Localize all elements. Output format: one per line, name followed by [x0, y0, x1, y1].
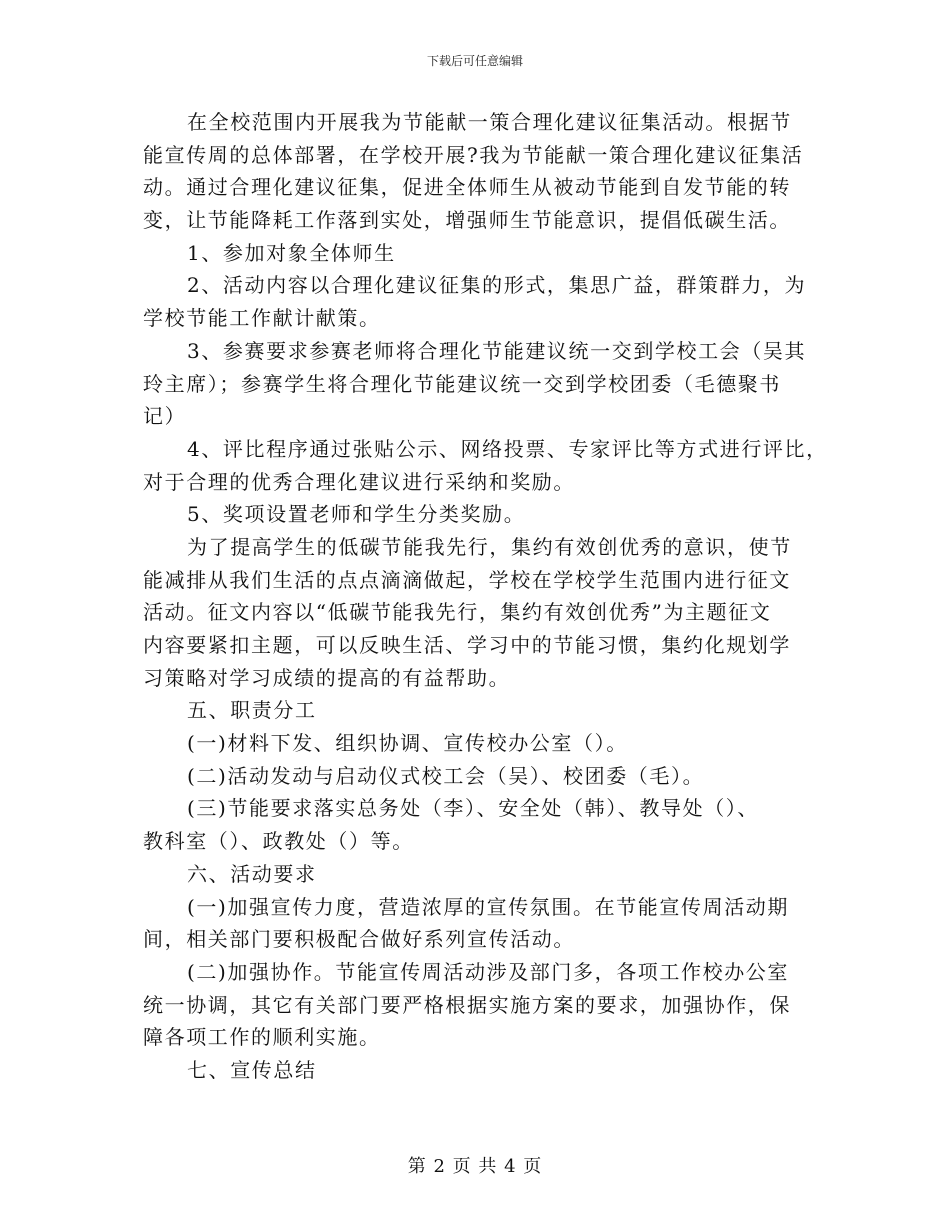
paragraph-line: 3、参赛要求参赛老师将合理化节能建议统一交到学校工会（吴其 [187, 338, 807, 363]
paragraph-line: (三)节能要求落实总务处（李）、安全处（韩）、教导处（）、 [187, 796, 760, 821]
paragraph-line: 能宣传周的总体部署，在学校开展?我为节能献一策合理化建议征集活 [143, 142, 804, 167]
paragraph-line: 内容要紧扣主题，可以反映生活、学习中的节能习惯，集约化规划学 [143, 633, 791, 657]
paragraph-line: 2、活动内容以合理化建议征集的形式，集思广益，群策群力，为 [187, 273, 807, 298]
paragraph-line: 能减排从我们生活的点点滴滴做起，学校在学校学生范围内进行征文 [143, 567, 791, 592]
paragraph-line: 活动。征文内容以“低碳节能我先行，集约有效创优秀”为主题征文 [143, 600, 772, 625]
page-number-footer: 第 2 页 共 4 页 [407, 1156, 543, 1177]
paragraph-line: (一)材料下发、组织协调、宣传校办公室（）。 [187, 731, 628, 756]
paragraph-line: 学校节能工作献计献策。 [143, 306, 381, 331]
paragraph-line: 动。通过合理化建议征集，促进全体师生从被动节能到自发节能的转 [143, 175, 791, 200]
paragraph-line: 统一协调，其它有关部门要严格根据实施方案的要求，加强协作，保 [143, 992, 791, 1017]
section-heading: 七、宣传总结 [187, 1057, 317, 1082]
paragraph-line: (二)加强协作。节能宣传周活动涉及部门多，各项工作校办公室 [187, 959, 790, 984]
paragraph-line: 5、奖项设置老师和学生分类奖励。 [187, 502, 526, 527]
paragraph-line: (二)活动发动与启动仪式校工会（吴）、校团委（毛）。 [187, 763, 705, 788]
paragraph-line: 变，让节能降耗工作落到实处，增强师生节能意识，提倡低碳生活。 [143, 208, 791, 233]
paragraph-line: 玲主席）；参赛学生将合理化节能建议统一交到学校团委（毛德聚书 [143, 371, 781, 396]
paragraph-line: 习策略对学习成绩的提高的有益帮助。 [143, 665, 511, 690]
paragraph-line: 记） [143, 404, 187, 429]
paragraph-line: 1、参加对象全体师生 [187, 240, 396, 265]
paragraph-line: 为了提高学生的低碳节能我先行，集约有效创优秀的意识，使节 [187, 534, 792, 559]
document-body [143, 106, 828, 1087]
paragraph-line: (一)加强宣传力度，营造浓厚的宣传氛围。在节能宣传周活动期 [187, 894, 790, 919]
paragraph-line: 障各项工作的顺利实施。 [143, 1025, 381, 1050]
section-heading: 五、职责分工 [187, 698, 317, 723]
section-heading: 六、活动要求 [187, 861, 317, 886]
page-header: 下载后可任意编辑 [426, 54, 523, 68]
paragraph-line: 间，相关部门要积极配合做好系列宣传活动。 [143, 927, 575, 952]
paragraph-line: 对于合理的优秀合理化建议进行采纳和奖励。 [143, 469, 575, 494]
paragraph-line: 4、评比程序通过张贴公示、网络投票、专家评比等方式进行评比， [187, 436, 828, 461]
paragraph-line: 教科室（）、政教处（）等。 [143, 829, 414, 854]
paragraph-line: 在全校范围内开展我为节能献一策合理化建议征集活动。根据节 [187, 110, 792, 134]
